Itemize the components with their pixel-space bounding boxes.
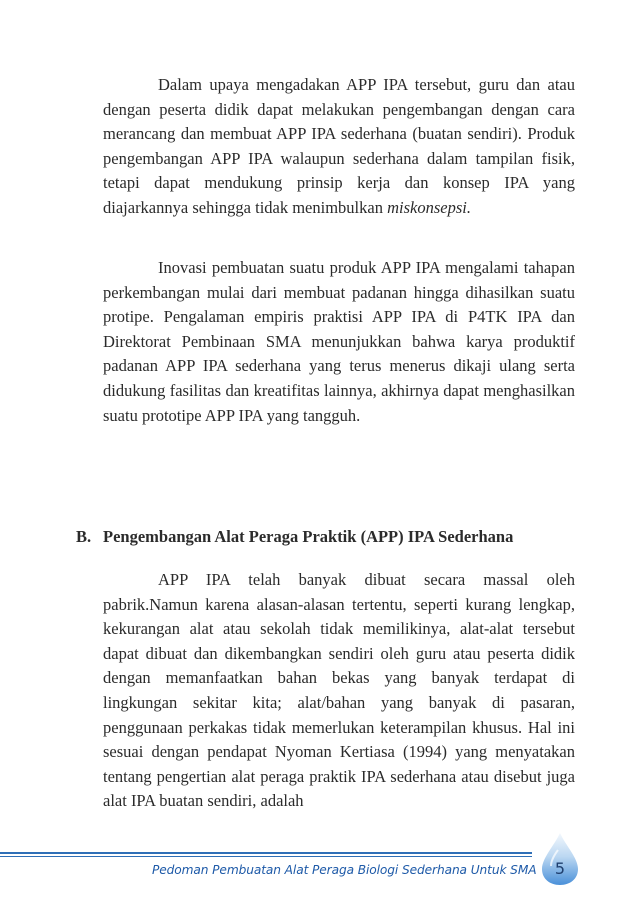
section-heading: [76, 527, 576, 547]
paragraph-1-text: Dalam upaya mengadakan APP IPA tersebut, guru dan atau dengan peserta didik dapat melakukan pengembangan dengan cara merancang dan membuat APP IPA sederhana (buatan sendiri). Produk pengembangan APP IPA walaupun sederhana dalam tampilan fisik, tetapi dapat mendukung prinsip kerja dan konsep IPA yang diajarkannya sehingga tidak menimbulkan: [103, 75, 575, 217]
footer-title: Pedoman Pembuatan Alat Peraga Biologi Sederhana Untuk SMA: [152, 863, 537, 877]
paragraph-3: APP IPA telah banyak dibuat secara massal oleh pabrik.Namun karena alasan-alasan tertentu, seperti kurang lengkap, kekurangan alat atau sekolah tidak memilikinya, alat-alat tersebut dapat dibuat dan dikembangkan sendiri oleh guru atau peserta didik dengan memanfaatkan bahan bekas yang banyak terdapat di lingkungan sekitar kita; alat/bahan yang banyak di pasaran, penggunaan perkakas tidak memerlukan keterampilan khusus. Hal ini sesuai dengan pendapat Nyoman Kertiasa (1994) yang menyatakan tentang pengertian alat peraga praktik IPA sederhana atau disebut juga alat IPA buatan sendiri, adalah: [103, 570, 575, 811]
paragraph-1: [103, 73, 575, 221]
section-number: B.: [76, 527, 92, 546]
footer-rule-top: [0, 852, 532, 854]
footer-rule-bottom: [0, 856, 532, 858]
paragraph-1-italic-term: miskonsepsi.: [387, 197, 471, 217]
paragraph-2: Inovasi pembuatan suatu produk APP IPA mengalami tahapan perkembangan mulai dari membuat padanan hingga dihasilkan suatu protipe. Pengalaman empiris praktisi APP IPA di P4TK IPA dan Direktorat Pembinaan SMA menunjukkan bahwa karya produktif padanan APP IPA sederhana yang terus menerus dikaji ulang serta didukung fasilitas dan kreatifitas lainnya, akhirnya dapat menghasilkan suatu prototipe APP IPA yang tangguh.: [103, 258, 575, 425]
page-number: 5: [554, 859, 566, 878]
section-title: Pengembangan Alat Peraga Praktik (APP) IPA Sederhana: [103, 527, 514, 546]
